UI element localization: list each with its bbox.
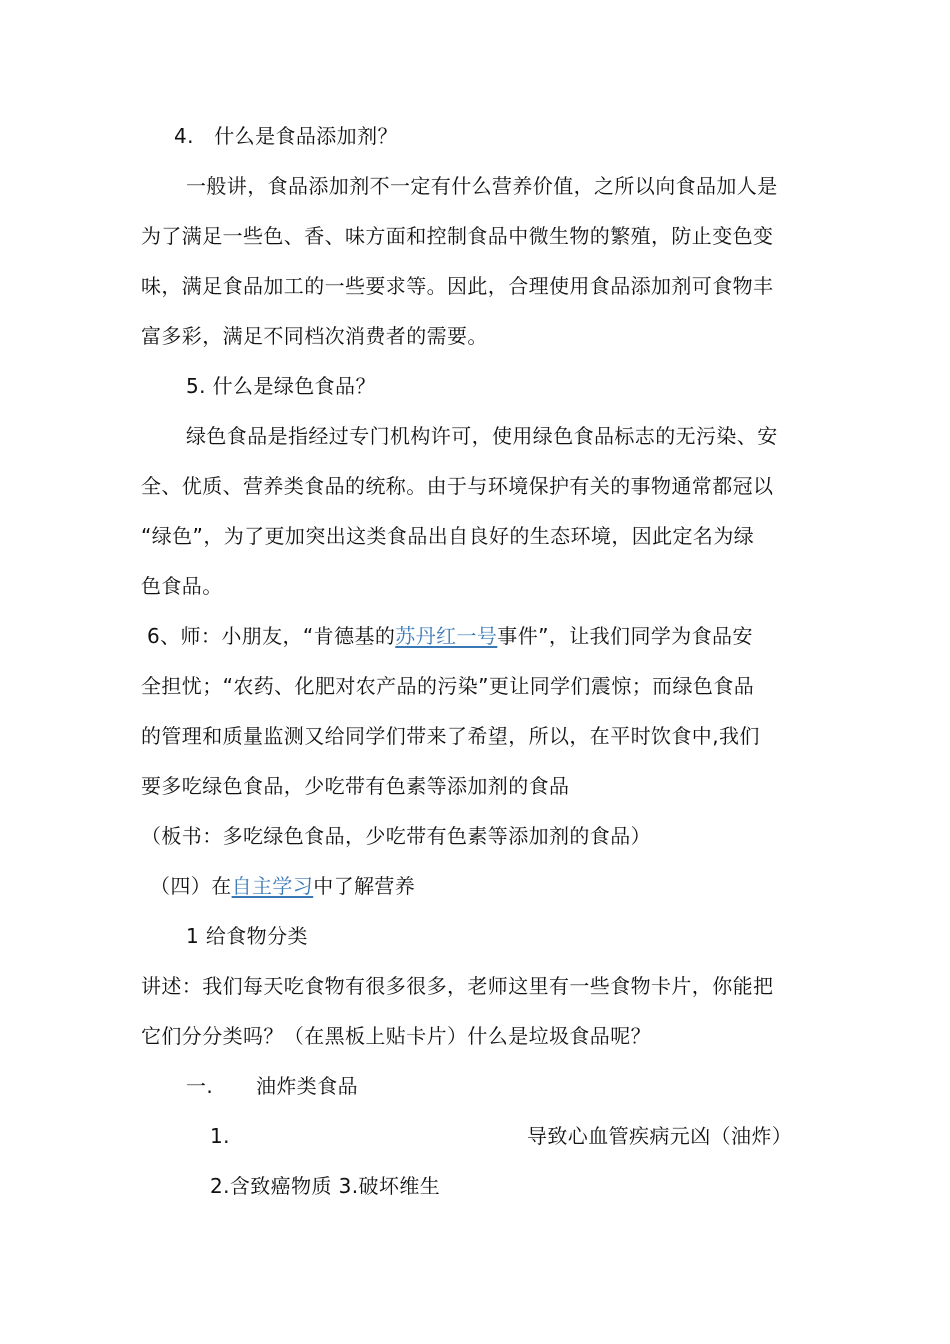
q4-heading: 4. 什么是食品添加剂？ bbox=[174, 124, 398, 148]
q5-heading: 5. 什么是绿色食品？ bbox=[186, 374, 376, 398]
item6-text-post: 事件”，让我们同学为食品安 bbox=[497, 624, 753, 648]
q5-paragraph-line-3: “绿色”，为了更加突出这类食品出自良好的生态环境，因此定名为绿 bbox=[141, 524, 755, 548]
narration-line-1: 讲述：我们每天吃食物有很多很多，老师这里有一些食物卡片，你能把 bbox=[141, 974, 774, 998]
classify-heading: 1 给食物分类 bbox=[186, 924, 308, 948]
fried-item-1-number: 1. bbox=[210, 1124, 230, 1148]
fried-food-heading: 油炸类食品 bbox=[256, 1074, 358, 1098]
q4-paragraph-line-1: 一般讲，食品添加剂不一定有什么营养价值，之所以向食品加人是 bbox=[186, 174, 778, 198]
board-note: （板书：多吃绿色食品，少吃带有色素等添加剂的食品） bbox=[141, 824, 651, 848]
fried-food-number: 一. bbox=[186, 1074, 214, 1098]
section4-text-post: 中了解营养 bbox=[313, 874, 416, 898]
self-study-link[interactable]: 自主学习 bbox=[231, 874, 314, 898]
q5-paragraph-line-2: 全、优质、营养类食品的统称。由于与环境保护有关的事物通常都冠以 bbox=[141, 474, 774, 498]
item6-line-3: 的管理和质量监测又给同学们带来了希望，所以，在平时饮食中,我们 bbox=[141, 724, 760, 748]
fried-item-1-text: 导致心血管疾病元凶（油炸） bbox=[527, 1124, 793, 1148]
item6-line-1 bbox=[147, 622, 753, 650]
fried-item-2-text: 2.含致癌物质 3.破坏维生 bbox=[210, 1174, 441, 1198]
item6-text-pre: 6、师：小朋友，“肯德基的 bbox=[147, 624, 396, 648]
q5-paragraph-line-4: 色食品。 bbox=[141, 574, 223, 598]
q4-paragraph-line-2: 为了满足一些色、香、味方面和控制食品中微生物的繁殖，防止变色变 bbox=[141, 224, 774, 248]
section4-heading bbox=[150, 872, 415, 900]
q5-paragraph-line-1: 绿色食品是指经过专门机构许可，使用绿色食品标志的无污染、安 bbox=[186, 424, 778, 448]
section4-text-pre: （四）在 bbox=[150, 874, 232, 898]
item6-line-2: 全担忧；“农药、化肥对农产品的污染”更让同学们震惊；而绿色食品 bbox=[141, 674, 755, 698]
sudan-red-link[interactable]: 苏丹红一号 bbox=[395, 624, 498, 648]
item6-line-4: 要多吃绿色食品，少吃带有色素等添加剂的食品 bbox=[141, 774, 570, 798]
q4-paragraph-line-4: 富多彩，满足不同档次消费者的需要。 bbox=[141, 324, 488, 348]
q4-paragraph-line-3: 味，满足食品加工的一些要求等。因此，合理使用食品添加剂可食物丰 bbox=[141, 274, 774, 298]
narration-line-2: 它们分分类吗？（在黑板上贴卡片）什么是垃圾食品呢？ bbox=[141, 1024, 651, 1048]
